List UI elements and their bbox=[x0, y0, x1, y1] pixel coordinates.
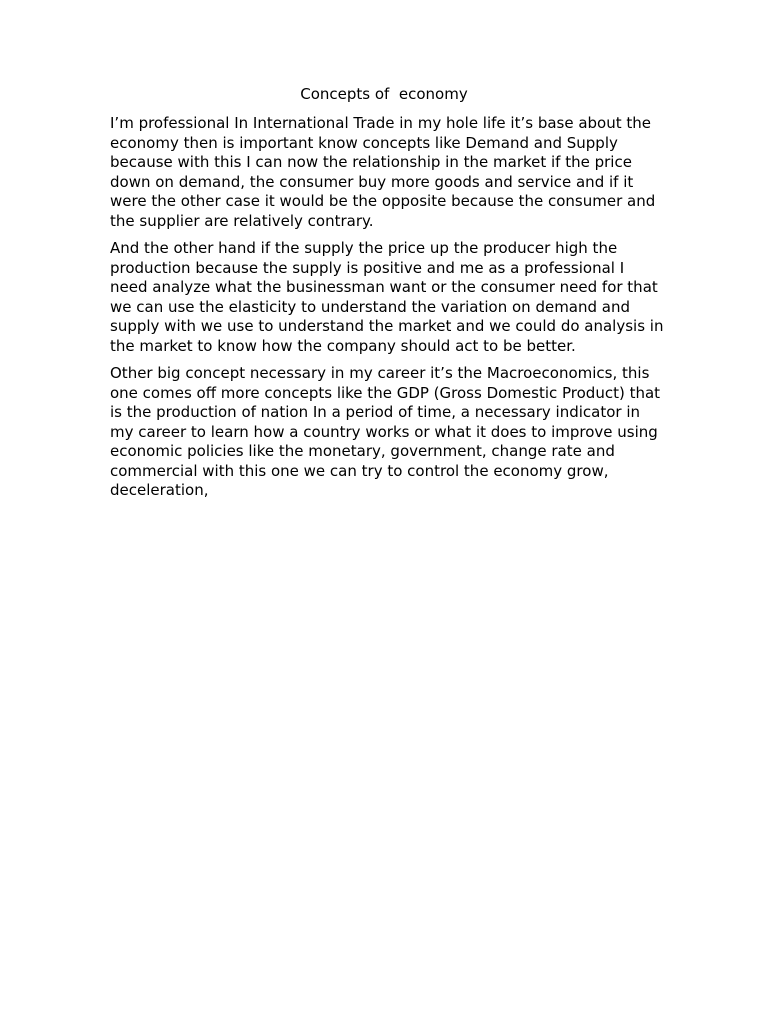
document-title: Concepts of economy bbox=[300, 85, 468, 103]
document-body bbox=[110, 114, 666, 509]
paragraph-demand-supply: I’m professional In International Trade in my hole life it’s base about the economy then is important know concepts like Demand and Supply because with this I can now the relationship in the market if the price down on demand, the consumer buy more goods and service and if it were the other case it would be the opposite because the consumer and the supplier are relatively contrary. bbox=[110, 114, 656, 230]
paragraph-supply-elasticity: And the other hand if the supply the price up the producer high the production because the supply is positive and me as a professional I need analyze what the businessman want or the consumer need for that we can use the elasticity to understand the variation on demand and supply with we use to understand the market and we could do analysis in the market to know how the company should act to be better. bbox=[110, 239, 664, 355]
paragraph-macroeconomics: Other big concept necessary in my career it’s the Macroeconomics, this one comes off more concepts like the GDP (Gross Domestic Product) that is the production of nation In a period of time, a necessary indicator in my career to learn how a country works or what it does to improve using economic policies like the monetary, government, change rate and commercial with this one we can try to control the economy grow, deceleration, bbox=[110, 364, 661, 499]
